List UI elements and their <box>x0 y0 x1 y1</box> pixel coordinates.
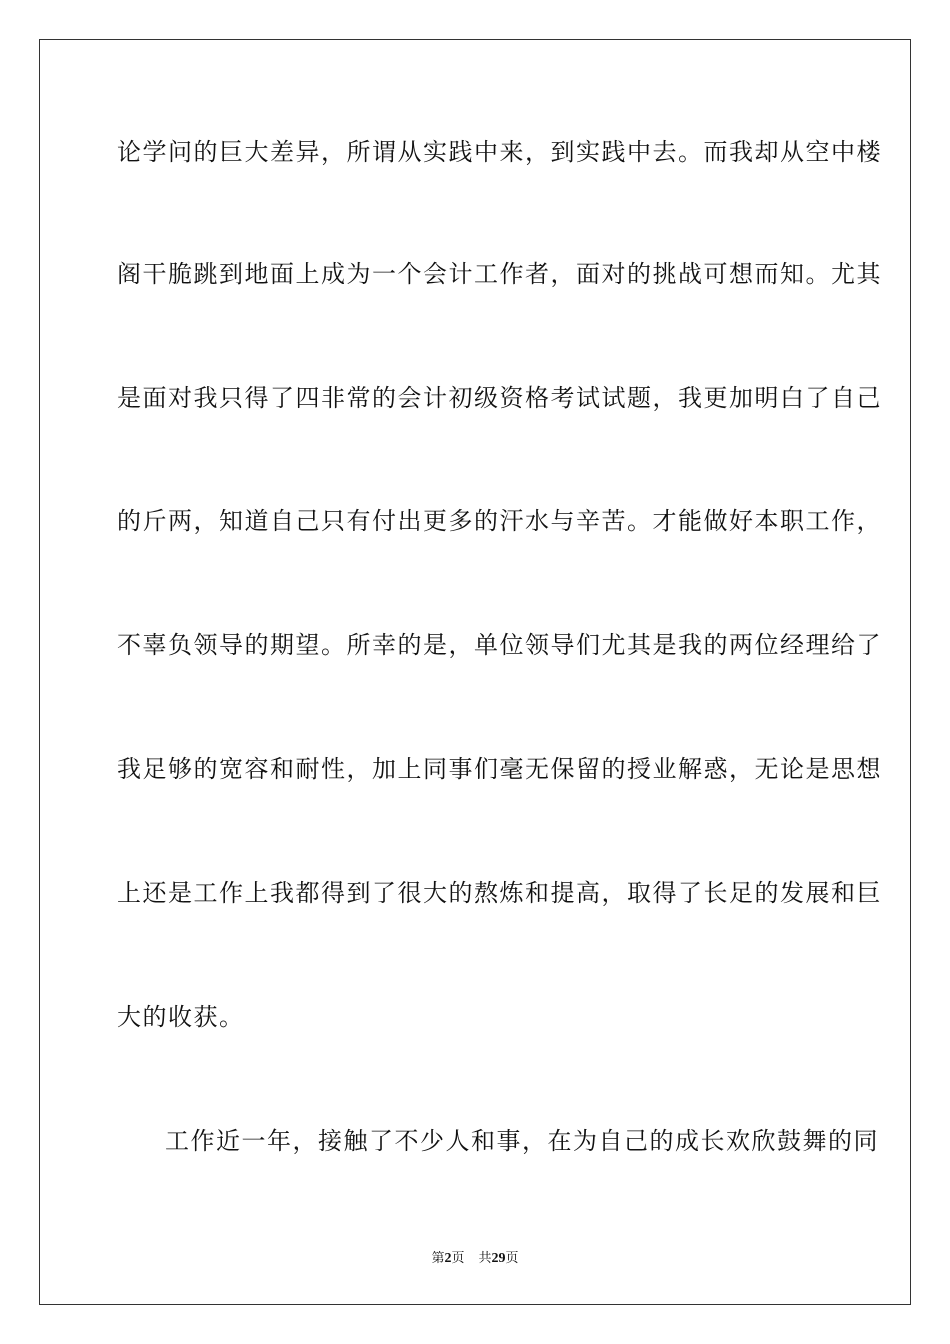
body-line-1: 论学问的巨大差异，所谓从实践中来，到实践中去。而我却从空中楼 <box>117 138 882 166</box>
body-line-5: 不辜负领导的期望。所幸的是，单位领导们尤其是我的两位经理给了 <box>117 631 882 659</box>
body-line-8: 大的收获。 <box>117 1003 245 1031</box>
body-line-3: 是面对我只得了四非常的会计初级资格考试试题，我更加明白了自己 <box>117 384 882 412</box>
footer-total-pages: 29 <box>491 1251 506 1266</box>
body-line-4: 的斤两，知道自己只有付出更多的汗水与辛苦。才能做好本职工作， <box>117 507 882 535</box>
footer-page-prefix: 第 <box>431 1251 445 1266</box>
body-line-2: 阁干脆跳到地面上成为一个会计工作者，面对的挑战可想而知。尤其 <box>117 260 882 288</box>
footer-page-number: 2 <box>444 1251 452 1266</box>
page-footer <box>0 1247 950 1267</box>
footer-page-suffix: 页 <box>451 1251 465 1266</box>
page-frame <box>39 39 911 1305</box>
body-line-7: 上还是工作上我都得到了很大的熬炼和提高，取得了长足的发展和巨 <box>117 879 882 907</box>
body-line-9: 工作近一年，接触了不少人和事，在为自己的成长欢欣鼓舞的同 <box>165 1127 879 1155</box>
body-line-6: 我足够的宽容和耐性，加上同事们毫无保留的授业解惑，无论是思想 <box>117 755 882 783</box>
footer-total-prefix: 共 <box>478 1251 492 1266</box>
footer-total-suffix: 页 <box>505 1251 519 1266</box>
